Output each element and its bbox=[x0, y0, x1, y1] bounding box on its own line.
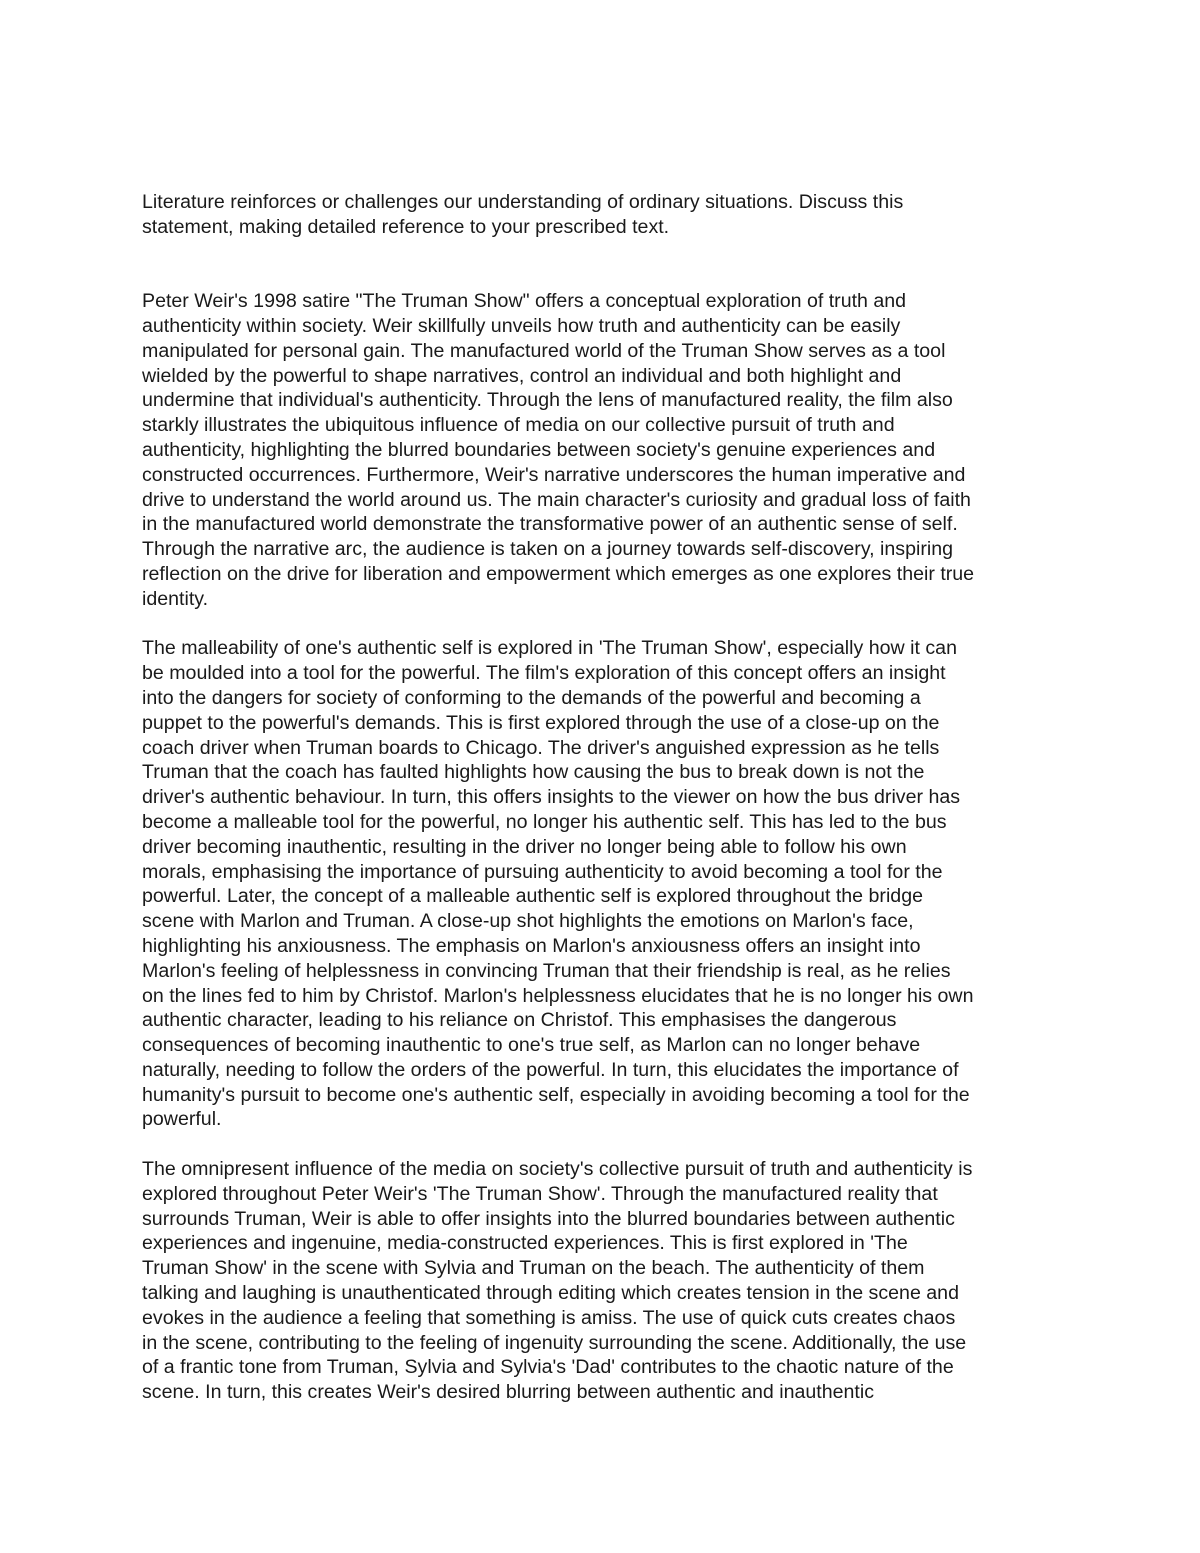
paragraph-introduction: Peter Weir's 1998 satire "The Truman Show" offers a conceptual exploration of truth and authenticity within society. Weir skillfully unveils how truth and authenticity can be easily manipulated for personal gain. The manufactured world of the Truman Show serves as a tool wielded by the powerful to shape narratives, control an individual and both highlight and undermine that individual's authenticity. Through the lens of manufactured reality, the film also starkly illustrates the ubiquitous influence of media on our collective pursuit of truth and authenticity, highlighting the blurred boundaries between society's genuine experiences and constructed occurrences. Furthermore, Weir's narrative underscores the human imperative and drive to understand the world around us. The main character's curiosity and gradual loss of faith in the manufactured world demonstrate the transformative power of an authentic sense of self. Through the narrative arc, the audience is taken on a journey towards self-discovery, inspiring reflection on the drive for liberation and empowerment which emerges as one explores their true identity. bbox=[142, 290, 975, 610]
document-body bbox=[142, 190, 1077, 1430]
essay-prompt: Literature reinforces or challenges our understanding of ordinary situations. Discuss this statement, making detailed reference to your prescribed text. bbox=[142, 191, 904, 238]
paragraph-media-influence: The omnipresent influence of the media on society's collective pursuit of truth and authenticity is explored throughout Peter Weir's 'The Truman Show'. Through the manufactured reality that surrounds Truman, Weir is able to offer insights into the blurred boundaries between authentic experiences and ingenuine, media-constructed experiences. This is first explored in 'The Truman Show' in the scene with Sylvia and Truman on the beach. The authenticity of them talking and laughing is unauthenticated through editing which creates tension in the scene and evokes in the audience a feeling that something is amiss. The use of quick cuts creates chaos in the scene, contributing to the feeling of ingenuity surrounding the scene. Additionally, the use of a frantic tone from Truman, Sylvia and Sylvia's 'Dad' contributes to the chaotic nature of the scene. In turn, this creates Weir's desired blurring between authentic and inauthentic bbox=[142, 1158, 973, 1404]
paragraph-malleability: The malleability of one's authentic self is explored in 'The Truman Show', especially how it can be moulded into a tool for the powerful. The film's exploration of this concept offers an insight into the dangers for society of conforming to the demands of the powerful and becoming a puppet to the powerful's demands. This is first explored through the use of a close-up on the coach driver when Truman boards to Chicago. The driver's anguished expression as he tells Truman that the coach has faulted highlights how causing the bus to break down is not the driver's authentic behaviour. In turn, this offers insights to the viewer on how the bus driver has become a malleable tool for the powerful, no longer his authentic self. This has led to the bus driver becoming inauthentic, resulting in the driver no longer being able to follow his own morals, emphasising the importance of pursuing authenticity to avoid becoming a tool for the powerful. Later, the concept of a malleable authentic self is explored throughout the bridge scene with Marlon and Truman. A close-up shot highlights the emotions on Marlon's face, highlighting his anxiousness. The emphasis on Marlon's anxiousness offers an insight into Marlon's feeling of helplessness in convincing Truman that their friendship is real, as he relies on the lines fed to him by Christof. Marlon's helplessness elucidates that he is no longer his own authentic character, leading to his reliance on Christof. This emphasises the dangerous consequences of becoming inauthentic to one's true self, as Marlon can no longer behave naturally, needing to follow the orders of the powerful. In turn, this elucidates the importance of humanity's pursuit to become one's authentic self, especially in avoiding becoming a tool for the powerful. bbox=[142, 637, 974, 1131]
